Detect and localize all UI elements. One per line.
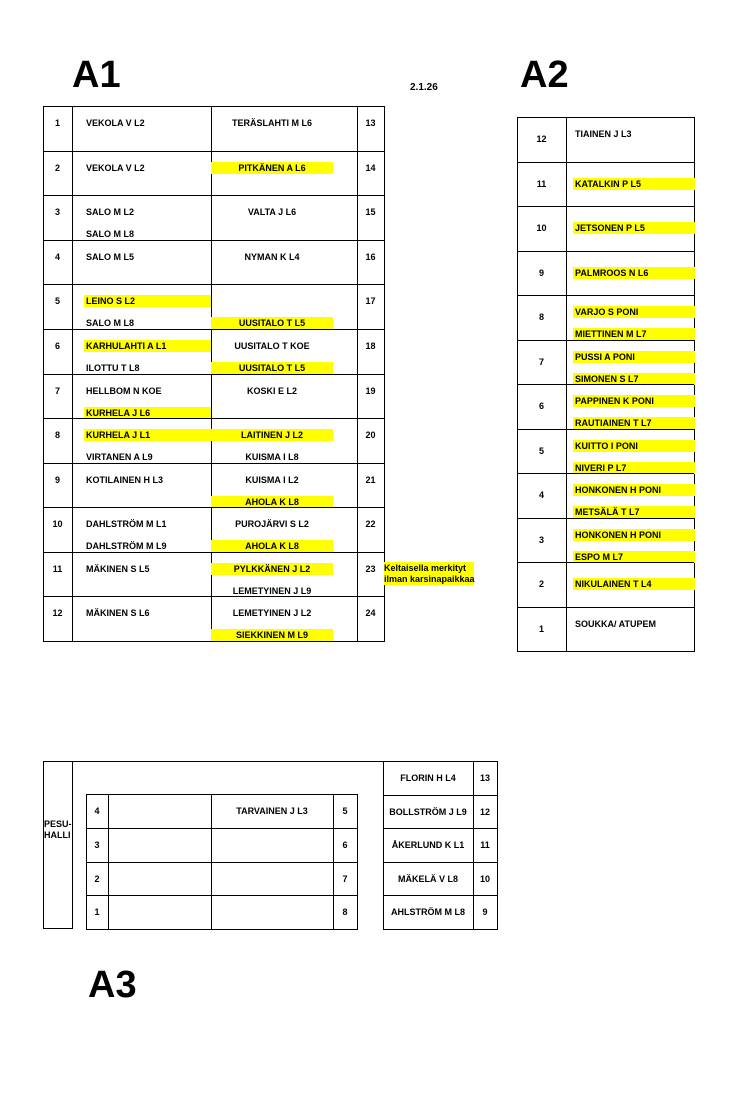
a1-stall-number: 11 [52, 564, 63, 574]
a2-horse-name: HONKONEN H PONI [573, 484, 695, 496]
a1-horse-name: MÄKINEN S L6 [86, 608, 150, 618]
a1-horse-name: LEINO S L2 [84, 295, 211, 307]
a1-horse-name: VIRTANEN A L9 [86, 452, 153, 462]
a1-row-divider [43, 552, 384, 553]
a1-stall-number: 15 [365, 207, 376, 217]
a1-stall-number: 23 [365, 564, 376, 574]
a3-horse-name: MÄKELÄ V L8 [397, 874, 458, 884]
a1-stall-number: 2 [54, 163, 60, 173]
a3-horse-name: TARVAINEN J L3 [236, 806, 308, 816]
a2-row-divider [517, 162, 694, 163]
a1-horse-name: LEMETYINEN J L9 [232, 586, 312, 596]
a2-horse-name: SOUKKA/ ATUPEM [575, 619, 656, 629]
a1-stall-number: 13 [365, 118, 376, 128]
a2-row-divider [517, 251, 694, 252]
a3-row-divider [383, 895, 497, 896]
a1-horse-name: VALTA J L6 [247, 207, 297, 217]
a3-row-divider [86, 862, 357, 863]
pesuhalli-label: PESU- [44, 819, 72, 829]
a1-horse-name: AHOLA K L8 [211, 540, 333, 552]
a1-horse-name: AHOLA K L8 [211, 496, 333, 508]
a1-horse-name: KUISMA I L2 [245, 475, 299, 485]
a2-horse-name: TIAINEN J L3 [575, 129, 632, 139]
a1-row-divider [43, 507, 384, 508]
a2-horse-name: JETSONEN P L5 [573, 222, 695, 234]
a3-stall-number: 3 [94, 840, 100, 850]
a3-row-divider [86, 828, 357, 829]
pesuhalli-frame [43, 761, 73, 929]
a3-horse-name: AHLSTRÖM M L8 [391, 907, 465, 917]
a1-horse-name: NYMAN K L4 [244, 252, 300, 262]
a2-row-divider [517, 607, 694, 608]
section-title-a3: A3 [88, 964, 137, 1006]
a1-stall-number: 24 [365, 608, 376, 618]
a3-stall-number: 10 [479, 874, 490, 884]
a3-horse-name: ÅKERLUND K L1 [391, 840, 465, 850]
a1-horse-name: KARHULAHTI A L1 [84, 340, 211, 352]
a1-stall-number: 3 [54, 207, 60, 217]
a2-horse-name: SIMONEN S L7 [573, 373, 695, 385]
a2-row-divider [517, 206, 694, 207]
a1-stall-number: 6 [54, 341, 60, 351]
a1-stall-number: 14 [365, 163, 376, 173]
a3-stall-number: 8 [342, 907, 348, 917]
a2-horse-name: NIKULAINEN T L4 [573, 578, 695, 590]
a2-stall-number: 1 [538, 624, 544, 634]
a1-stall-number: 21 [365, 475, 376, 485]
a1-stall-number: 12 [52, 608, 63, 618]
a1-row-divider [43, 374, 384, 375]
a1-horse-name: UUSITALO T L5 [211, 362, 333, 374]
a1-horse-name: DAHLSTRÖM M L1 [86, 519, 167, 529]
a1-stall-number: 20 [365, 430, 376, 440]
a2-row-divider [517, 562, 694, 563]
a2-horse-name: NIVERI P L7 [573, 462, 695, 474]
a3-stall-number: 6 [342, 840, 348, 850]
a3-horse-name: FLORIN H L4 [400, 773, 456, 783]
a1-horse-name: SALO M L8 [86, 318, 135, 328]
a1-stall-number: 17 [365, 296, 376, 306]
a2-row-divider [517, 295, 694, 296]
a2-stall-number: 11 [536, 179, 547, 189]
a1-horse-name: SALO M L2 [86, 207, 135, 217]
a3-row-divider [383, 862, 497, 863]
a1-stall-number: 8 [54, 430, 60, 440]
a2-horse-name: KATALKIN P L5 [573, 178, 695, 190]
a1-horse-name: SALO M L5 [86, 252, 135, 262]
a1-stall-number: 19 [365, 386, 376, 396]
a1-stall-number: 4 [54, 252, 60, 262]
a1-horse-name: ILOTTU T L8 [86, 363, 140, 373]
a2-horse-name: ESPO M L7 [573, 551, 695, 563]
date-label: 2.1.26 [410, 82, 438, 93]
a3-top-border [43, 761, 384, 762]
a3-stall-number: 13 [479, 773, 490, 783]
a3-row-divider [383, 828, 497, 829]
a1-horse-name: LEMETYINEN J L2 [232, 608, 312, 618]
a2-stall-number: 5 [538, 446, 544, 456]
a1-horse-name: VEKOLA V L2 [86, 163, 145, 173]
a2-horse-name: PUSSI A PONI [573, 351, 695, 363]
a1-stall-number: 16 [365, 252, 376, 262]
a1-stall-number: 22 [365, 519, 376, 529]
a1-horse-name: UUSITALO T L5 [211, 317, 333, 329]
a1-horse-name: SALO M L8 [86, 229, 135, 239]
a1-row-divider [43, 195, 384, 196]
a1-horse-name: KURHELA J L1 [84, 429, 211, 441]
a2-stall-number: 4 [538, 490, 544, 500]
section-title-a2: A2 [520, 54, 569, 96]
note-line-2: ilman karsinapaikkaa [384, 574, 475, 584]
a1-stall-number: 1 [54, 118, 60, 128]
a2-stall-number: 2 [538, 579, 544, 589]
a3-stall-number: 1 [94, 907, 100, 917]
note-line-1: Keltaisella merkityt [384, 562, 474, 574]
a2-row-divider [517, 384, 694, 385]
a2-horse-name: PALMROOS N L6 [573, 267, 695, 279]
section-title-a1: A1 [72, 54, 121, 96]
a2-stall-number: 12 [536, 134, 547, 144]
a1-horse-name: KOTILAINEN H L3 [86, 475, 164, 485]
a1-horse-name: PUROJÄRVI S L2 [235, 519, 309, 529]
a3-stall-number: 9 [482, 907, 488, 917]
a2-horse-name: KUITTO I PONI [573, 440, 695, 452]
a2-stall-number: 3 [538, 535, 544, 545]
a1-stall-number: 18 [365, 341, 376, 351]
a3-row-divider [383, 795, 497, 796]
a3-horse-name: BOLLSTRÖM J L9 [389, 807, 467, 817]
a2-row-divider [517, 340, 694, 341]
a1-row-divider [43, 151, 384, 152]
a2-horse-name: PAPPINEN K PONI [573, 395, 695, 407]
a1-row-divider [43, 418, 384, 419]
a1-stall-number: 10 [52, 519, 63, 529]
a1-horse-name: HELLBOM N KOE [86, 386, 162, 396]
a2-stall-number: 10 [536, 223, 547, 233]
a3-stall-number: 5 [342, 806, 348, 816]
pesuhalli-label: HALLI [44, 830, 71, 840]
a2-row-divider [517, 429, 694, 430]
a1-horse-name: UUSITALO T KOE [234, 341, 310, 351]
a1-horse-name: DAHLSTRÖM M L9 [86, 541, 167, 551]
a1-horse-name: KUISMA I L8 [245, 452, 299, 462]
a1-stall-number: 5 [54, 296, 60, 306]
a2-horse-name: MIETTINEN M L7 [573, 328, 695, 340]
a3-row-divider [86, 895, 357, 896]
a3-stall-number: 11 [480, 840, 490, 850]
a2-stall-number: 9 [538, 268, 544, 278]
a1-stall-number: 7 [54, 386, 60, 396]
a1-stall-number: 9 [54, 475, 60, 485]
a1-row-divider [43, 463, 384, 464]
a2-row-divider [517, 473, 694, 474]
a3-stall-number: 12 [479, 807, 490, 817]
a3-stall-number: 4 [94, 806, 100, 816]
a2-stall-number: 7 [538, 357, 544, 367]
a2-stall-number: 6 [538, 401, 544, 411]
a1-horse-name: TERÄSLAHTI M L6 [232, 118, 312, 128]
a2-stall-number: 8 [538, 312, 544, 322]
a1-horse-name: KOSKI E L2 [246, 386, 297, 396]
a1-row-divider [43, 240, 384, 241]
a1-horse-name: PYLKKÄNEN J L2 [211, 563, 333, 575]
a2-horse-name: HONKONEN H PONI [573, 529, 695, 541]
a1-horse-name: MÄKINEN S L5 [86, 564, 150, 574]
a2-horse-name: VARJO S PONI [573, 306, 695, 318]
a3-stall-number: 7 [342, 874, 348, 884]
a2-horse-name: RAUTIAINEN T L7 [573, 417, 695, 429]
a1-horse-name: SIEKKINEN M L9 [211, 629, 333, 641]
a1-horse-name: KURHELA J L6 [84, 407, 211, 419]
a1-horse-name: VEKOLA V L2 [86, 118, 145, 128]
a2-horse-name: METSÄLÄ T L7 [573, 506, 695, 518]
a1-horse-name: PITKÄNEN A L6 [211, 162, 333, 174]
a1-horse-name: LAITINEN J L2 [211, 429, 333, 441]
a3-stall-number: 2 [94, 874, 100, 884]
a1-row-divider [43, 329, 384, 330]
a2-row-divider [517, 518, 694, 519]
a1-row-divider [43, 284, 384, 285]
a1-row-divider [43, 596, 384, 597]
